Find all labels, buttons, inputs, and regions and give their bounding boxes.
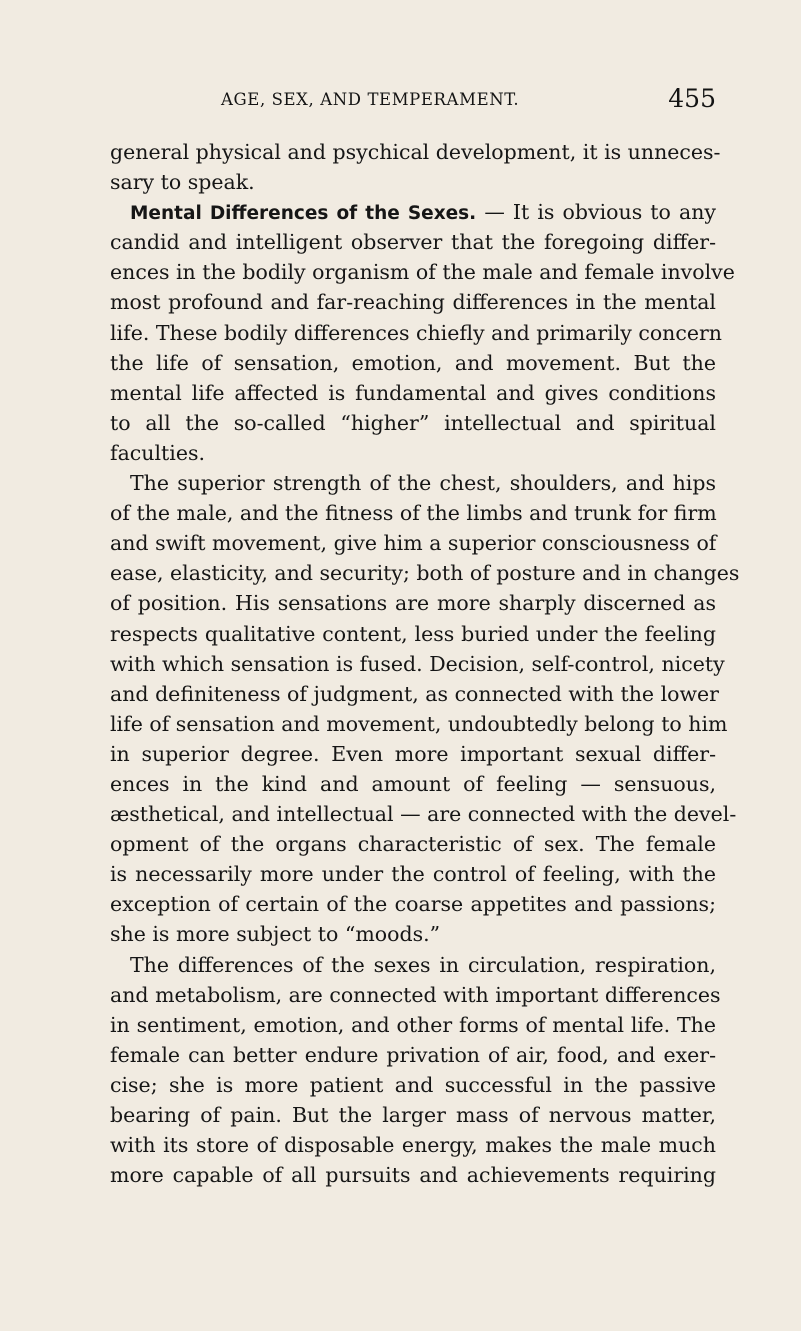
line-text: general physical and psychical development, it is unneces-: [110, 140, 721, 164]
line-text: the life of sensation, emotion, and movement. But the: [110, 350, 716, 375]
text-line: [110, 498, 716, 528]
text-line: [110, 318, 722, 348]
line-text: in sentiment, emotion, and other forms of mental life. The: [110, 1012, 716, 1037]
line-text: opment of the organs characteristic of sex. The female: [110, 832, 716, 857]
line-text: The superior strength of the chest, shoulders, and hips: [130, 471, 716, 496]
line-text: sary to speak.: [110, 170, 255, 195]
text-line: [110, 287, 716, 317]
text-line: [110, 1070, 716, 1100]
text-line: [110, 468, 716, 498]
text-line: [110, 1130, 716, 1160]
running-head: [110, 84, 716, 114]
text-line: [110, 227, 716, 257]
text-line: [110, 438, 716, 468]
line-text: ences in the kind and amount of feeling — sensuous,: [110, 771, 716, 796]
section-heading: Mental Differences of the Sexes.: [130, 203, 477, 225]
text-line: [110, 528, 716, 558]
text-line: [110, 348, 716, 378]
line-text: — It is obvious to any: [476, 200, 716, 225]
line-text: with which sensation is fused. Decision, self-control, nicety: [110, 651, 725, 676]
text-line: [110, 1040, 716, 1070]
line-text: is necessarily more under the control of feeling, with the: [110, 862, 716, 887]
line-text: of position. His sensations are more sharply discerned as: [110, 591, 716, 616]
line-text: respects qualitative content, less buried under the feeling: [110, 621, 716, 646]
text-line: [110, 257, 735, 287]
line-text: to all the so-called “higher” intellectual and spiritual: [110, 410, 716, 435]
line-text: and definiteness of judgment, as connected with the lower: [110, 681, 719, 706]
line-text: ences in the bodily organism of the male and female involve: [110, 260, 735, 285]
text-line: [110, 137, 721, 167]
text-line: [110, 709, 728, 739]
text-line: [110, 859, 716, 889]
text-line: [110, 408, 716, 438]
text-line: [110, 739, 716, 769]
text-line: [110, 980, 721, 1010]
body-text: [110, 137, 740, 1190]
text-line: [110, 1010, 716, 1040]
line-text: female can better endure privation of air, food, and exer-: [110, 1042, 716, 1067]
text-line: [110, 679, 719, 709]
line-text: most profound and far-reaching differences in the mental: [110, 290, 716, 315]
line-text: more capable of all pursuits and achievements requiring: [110, 1163, 716, 1188]
line-text: life. These bodily differences chiefly and primarily concern: [110, 320, 722, 345]
line-text: mental life affected is fundamental and gives conditions: [110, 380, 716, 405]
text-line: [110, 1100, 716, 1130]
text-line: [110, 378, 716, 408]
text-line: [110, 197, 716, 227]
text-line: [110, 649, 725, 679]
text-line: [110, 167, 716, 197]
line-text: bearing of pain. But the larger mass of nervous matter,: [110, 1103, 716, 1127]
running-head-title: AGE, SEX, AND TEMPERAMENT.: [221, 90, 520, 109]
line-text: The differences of the sexes in circulation, respiration,: [130, 952, 716, 977]
text-line: [110, 919, 716, 949]
text-line: [110, 558, 740, 588]
line-text: faculties.: [110, 440, 206, 465]
line-text: æsthetical, and intellectual — are connected with the devel-: [110, 802, 737, 827]
text-line: [110, 769, 716, 799]
line-text: with its store of disposable energy, makes the male much: [110, 1133, 716, 1158]
text-line: [110, 619, 716, 649]
line-text: ease, elasticity, and security; both of posture and in changes: [110, 561, 740, 586]
text-line: [110, 1160, 716, 1190]
line-text: in superior degree. Even more important sexual differ-: [110, 741, 716, 766]
line-text: she is more subject to “moods.”: [110, 922, 441, 947]
text-line: [110, 588, 716, 618]
line-text: cise; she is more patient and successful in the passive: [110, 1072, 716, 1097]
text-line: [110, 799, 737, 829]
text-line: [110, 829, 716, 859]
line-text: and swift movement, give him a superior consciousness of: [110, 531, 717, 556]
line-text: of the male, and the fitness of the limbs and trunk for firm: [110, 501, 717, 526]
text-line: [110, 889, 716, 919]
page-number: 455: [668, 84, 716, 113]
text-line: [110, 950, 716, 980]
line-text: life of sensation and movement, undoubtedly belong to him: [110, 711, 728, 736]
line-text: and metabolism, are connected with important differences: [110, 982, 721, 1007]
line-text: candid and intelligent observer that the foregoing differ-: [110, 230, 716, 255]
line-text: exception of certain of the coarse appetites and passions;: [110, 892, 716, 917]
